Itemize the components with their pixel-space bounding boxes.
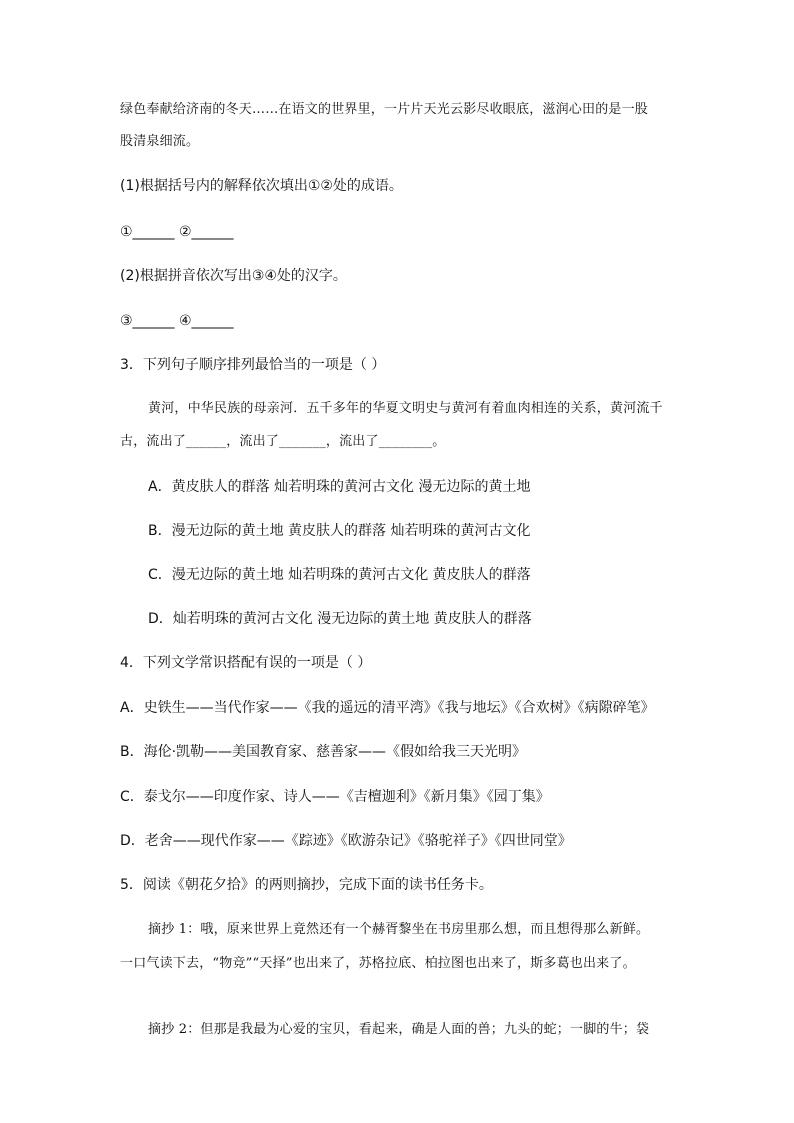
answer-blanks-1-2: ①______ ②______ <box>120 224 234 240</box>
question-3-passage: 古，流出了______，流出了_______，流出了________。 <box>120 434 446 449</box>
excerpt-2: 摘抄 2：但那是我最为心爱的宝贝，看起来，确是人面的兽；九头的蛇；一脚的牛；袋 <box>148 1022 650 1037</box>
excerpt-1: 摘抄 1：哦，原来世界上竟然还有一个赫胥黎坐在书房里那么想，而且想得那么新鲜。 <box>148 922 650 937</box>
question-4-option-a: A．史铁生——当代作家——《我的遥远的清平湾》《我与地坛》《合欢树》《病隙碎笔》 <box>120 700 655 716</box>
paragraph-line: 股清泉细流。 <box>120 134 200 149</box>
question-3-title: 3．下列句子顺序排列最恰当的一项是（ ） <box>120 357 386 373</box>
question-4-option-b: B．海伦·凯勒——美国教育家、慈善家——《假如给我三天光明》 <box>120 744 527 760</box>
question-3-option-a: A．黄皮肤人的群落 灿若明珠的黄河古文化 漫无边际的黄土地 <box>148 479 531 495</box>
question-3-option-d: D．灿若明珠的黄河古文化 漫无边际的黄土地 黄皮肤人的群落 <box>148 611 532 627</box>
answer-blanks-3-4: ③______ ④______ <box>120 313 234 329</box>
question-sub-2: (2)根据拼音依次写出③④处的汉字。 <box>120 268 347 284</box>
question-sub-1: (1)根据括号内的解释依次填出①②处的成语。 <box>120 178 403 194</box>
question-5-title: 5．阅读《朝花夕拾》的两则摘抄，完成下面的读书任务卡。 <box>120 877 493 893</box>
question-4-option-d: D．老舍——现代作家——《踪迹》《欧游杂记》《骆驼祥子》《四世同堂》 <box>120 833 572 849</box>
paragraph-line: 绿色奉献给济南的冬天……在语文的世界里，一片片天光云影尽收眼底，滋润心田的是一股 <box>120 102 649 117</box>
question-4-title: 4．下列文学常识搭配有误的一项是（ ） <box>120 655 372 671</box>
question-4-option-c: C．泰戈尔——印度作家、诗人——《吉檀迦利》《新月集》《园丁集》 <box>120 789 550 805</box>
question-3-passage: 黄河，中华民族的母亲河．五千多年的华夏文明史与黄河有着血肉相连的关系，黄河流千 <box>148 401 663 416</box>
question-3-option-b: B．漫无边际的黄土地 黄皮肤人的群落 灿若明珠的黄河古文化 <box>148 523 531 539</box>
question-3-option-c: C．漫无边际的黄土地 灿若明珠的黄河古文化 黄皮肤人的群落 <box>148 567 531 583</box>
excerpt-1-cont: 一口气读下去，“物竞”“天择”也出来了，苏格拉底、柏拉图也出来了，斯多葛也出来了。 <box>120 956 636 971</box>
